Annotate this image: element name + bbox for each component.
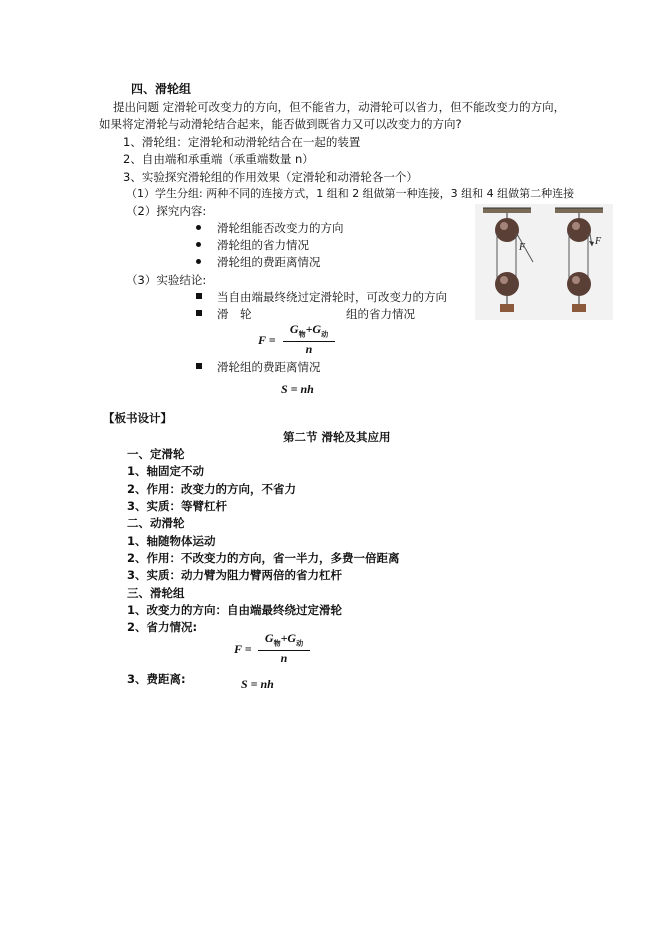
square-bullet [196, 363, 202, 369]
item-2: 2、自由端和承重端（承重端数量 n） [123, 152, 314, 166]
board-formula-fraction: $G_物+G_动$ n [258, 631, 310, 665]
conclusion-2b: 组的省力情况 [346, 307, 415, 321]
formula-lhs: F = [258, 333, 276, 347]
bullet-dot [196, 225, 201, 230]
sub-3: （3）实验结论: [126, 273, 207, 287]
bullet-dot [196, 259, 201, 264]
board-line: 二、动滑轮 [127, 516, 185, 530]
square-bullet [196, 310, 202, 316]
section-title: 四、滑轮组 [131, 82, 192, 96]
square-bullet [196, 293, 202, 299]
sub-2: （2）探究内容: [126, 204, 207, 218]
formula-distance: S = nh [281, 382, 314, 396]
conclusion-1: 当自由端最终绕过定滑轮时，可改变力的方向 [217, 290, 447, 304]
board-line: 2、作用：不改变力的方向，省一半力，多费一倍距离 [127, 551, 400, 565]
sub-1: （1）学生分组: 两种不同的连接方式，1 组和 2 组做第一种连接，3 组和 4 组做第二种连接 [126, 187, 575, 200]
board-title: 【板书设计】 [103, 411, 172, 425]
board-line: 一、定滑轮 [127, 447, 185, 461]
force-label-left: F [519, 242, 526, 253]
conclusion-2a: 滑 轮 [217, 307, 252, 321]
bullet-item-1: 滑轮组能否改变力的方向 [217, 221, 344, 235]
intro-line-2: 如果将定滑轮与动滑轮结合起来，能否做到既省力又可以改变力的方向? [99, 117, 462, 131]
board-formula-lhs: F = [234, 642, 252, 656]
board-formula-distance: S = nh [241, 677, 274, 691]
item-1: 1、滑轮组：定滑轮和动滑轮结合在一起的装置 [123, 135, 361, 149]
item-3: 3、实验探究滑轮组的作用效果（定滑轮和动滑轮各一个） [123, 170, 418, 184]
board-line: 1、轴固定不动 [127, 464, 205, 478]
board-line: 三、滑轮组 [127, 586, 185, 600]
formula-fraction: $G_物+G_动$ n [283, 322, 335, 356]
board-line: 3、实质：等臂杠杆 [127, 499, 228, 513]
bullet-item-3: 滑轮组的费距离情况 [217, 255, 321, 269]
conclusion-3: 滑轮组的费距离情况 [217, 360, 321, 374]
board-line: 1、轴随物体运动 [127, 534, 216, 548]
board-heading: 第二节 滑轮及其应用 [283, 430, 391, 444]
board-line: 3、实质：动力臂为阻力臂两倍的省力杠杆 [127, 568, 342, 582]
board-line-last: 3、费距离: [127, 672, 186, 686]
intro-line-1: 提出问题 定滑轮可改变力的方向，但不能省力，动滑轮可以省力，但不能改变力的方向， [113, 100, 566, 114]
board-line: 2、省力情况: [127, 620, 198, 634]
pulley-figure [475, 204, 613, 320]
force-label-right: F [595, 236, 602, 247]
bullet-dot [196, 242, 201, 247]
board-line: 1、改变力的方向：自由端最终绕过定滑轮 [127, 603, 342, 617]
board-line: 2、作用：改变力的方向，不省力 [127, 482, 296, 496]
bullet-item-2: 滑轮组的省力情况 [217, 238, 309, 252]
